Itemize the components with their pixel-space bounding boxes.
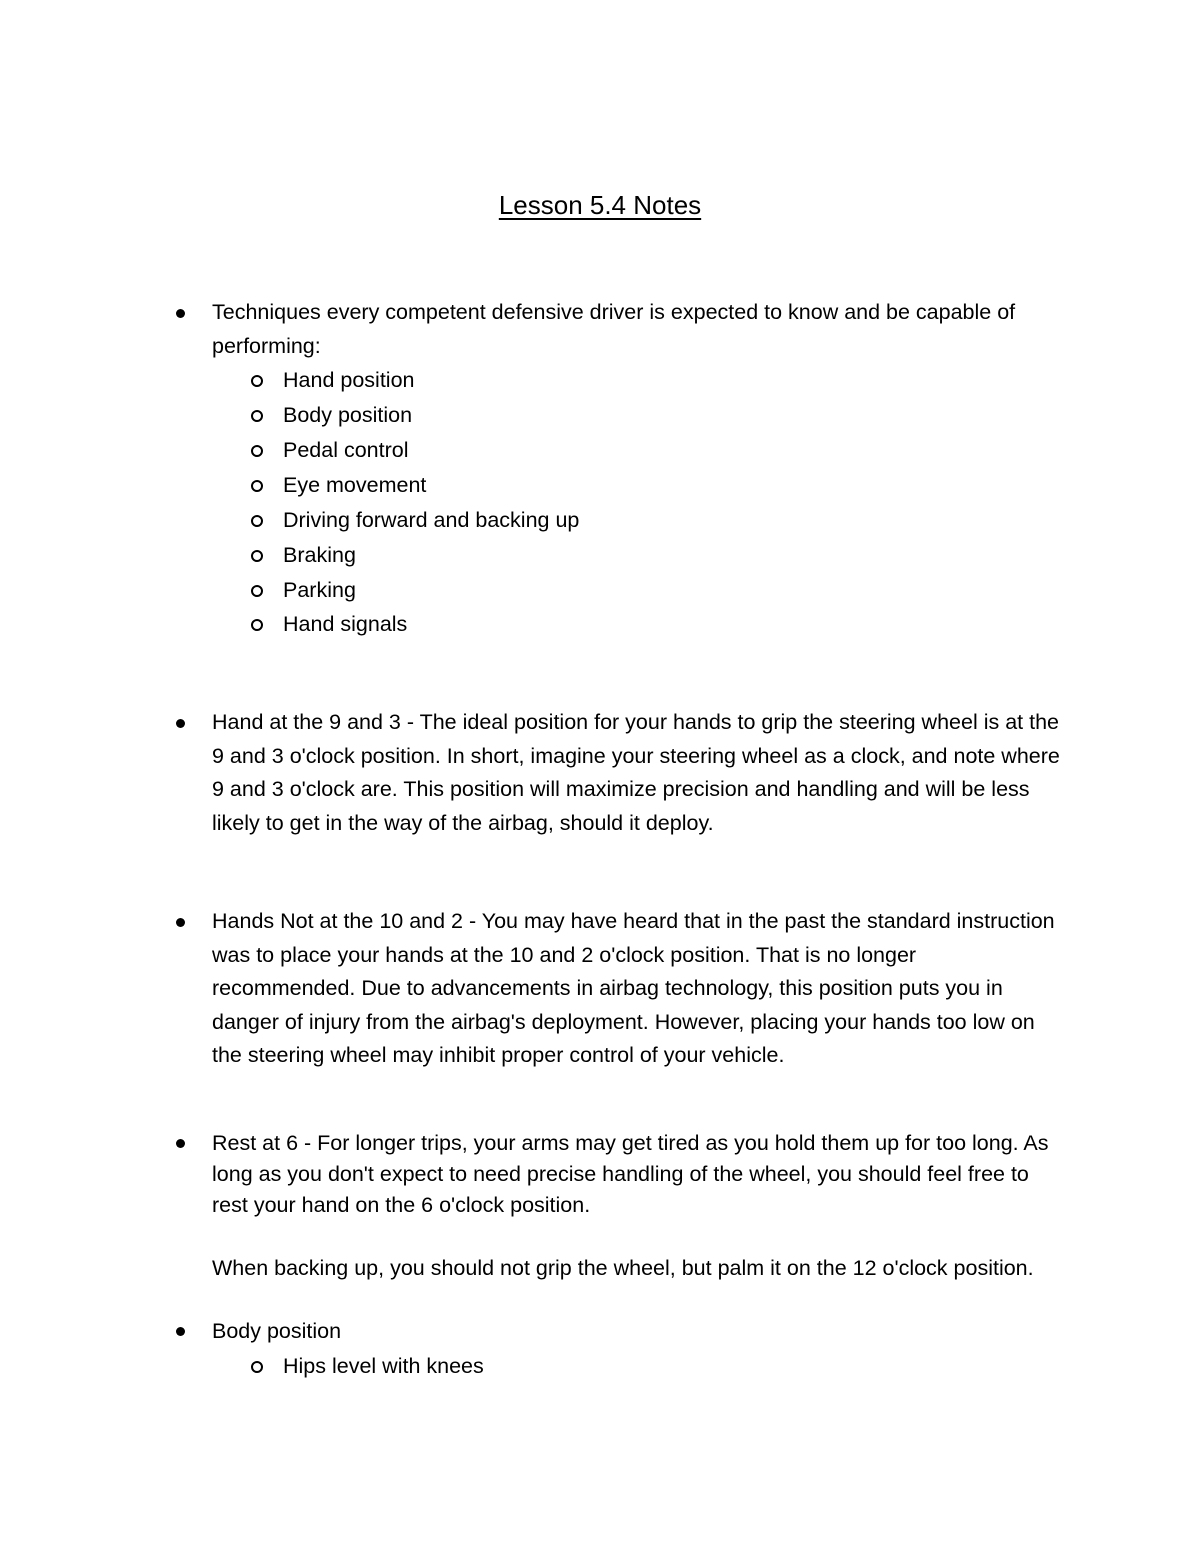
list-item: Body position [212, 398, 1062, 433]
bullet-dot [176, 309, 185, 318]
sub-bullet-ring [251, 375, 263, 387]
sub-bullet-ring [251, 1361, 263, 1373]
rest-at-6-heading: Rest at 6 [212, 1131, 299, 1155]
rest-at-6-text: - For longer trips, your arms may get tired as you hold them up for too long. As long as you don't expect to need precise handling of the wheel, you should feel free to rest your hand on the 6 o'clock position. [212, 1131, 1049, 1217]
list-item: Eye movement [212, 468, 1062, 503]
page-title: Lesson 5.4 Notes [498, 190, 702, 220]
list-item: Parking [212, 573, 1062, 608]
hand-10-2-bullet [212, 905, 1062, 1073]
bullet-dot [176, 1327, 185, 1336]
sub-bullet-ring [251, 550, 263, 562]
bullet-dot [176, 1139, 185, 1148]
list-item: Driving forward and backing up [212, 503, 1062, 538]
bullet-dot [176, 719, 185, 728]
bullet-dot [176, 918, 185, 927]
list-item: Hips level with knees [212, 1349, 1062, 1384]
body-position-list [212, 1349, 1062, 1384]
list-item: Hand position [212, 363, 1062, 398]
hand-10-2-heading: Hands Not at the 10 and 2 [212, 909, 464, 933]
hand-9-3-bullet [212, 706, 1062, 840]
list-item: Hand signals [212, 607, 1062, 642]
hand-9-3-heading: Hand at the 9 and 3 [212, 710, 401, 734]
sub-bullet-ring [251, 585, 263, 597]
techniques-intro: Techniques every competent defensive driver is expected to know and be capable of performing: [212, 300, 1016, 358]
list-item: Braking [212, 538, 1062, 573]
body-position-heading: Body position [212, 1319, 342, 1343]
techniques-bullet [212, 296, 1062, 642]
sub-bullet-ring [251, 619, 263, 631]
rest-at-6-bullet [212, 1128, 1062, 1221]
sub-bullet-ring [251, 515, 263, 527]
body-position-bullet [212, 1316, 1062, 1384]
hand-9-3-text: - The ideal position for your hands to grip the steering wheel is at the 9 and 3 o'clock position. In short, imagine your steering wheel as a clock, and note where 9 and 3 o'clock are. This position will maximize precision and handling and will be less likely to get in the way of the airbag, should it deploy. [212, 710, 1060, 835]
backing-up-note: When backing up, you should not grip the wheel, but palm it on the 12 o'clock position. [212, 1256, 1034, 1280]
hand-10-2-text: - You may have heard that in the past the standard instruction was to place your hands at the 10 and 2 o'clock position. That is no longer recommended. Due to advancements in airbag technology, this position puts you in danger of injury from the airbag's deployment. However, placing your hands too low on the steering wheel may inhibit proper control of your vehicle. [212, 909, 1055, 1068]
list-item: Pedal control [212, 433, 1062, 468]
sub-bullet-ring [251, 445, 263, 457]
sub-bullet-ring [251, 410, 263, 422]
techniques-list [212, 363, 1062, 642]
sub-bullet-ring [251, 480, 263, 492]
